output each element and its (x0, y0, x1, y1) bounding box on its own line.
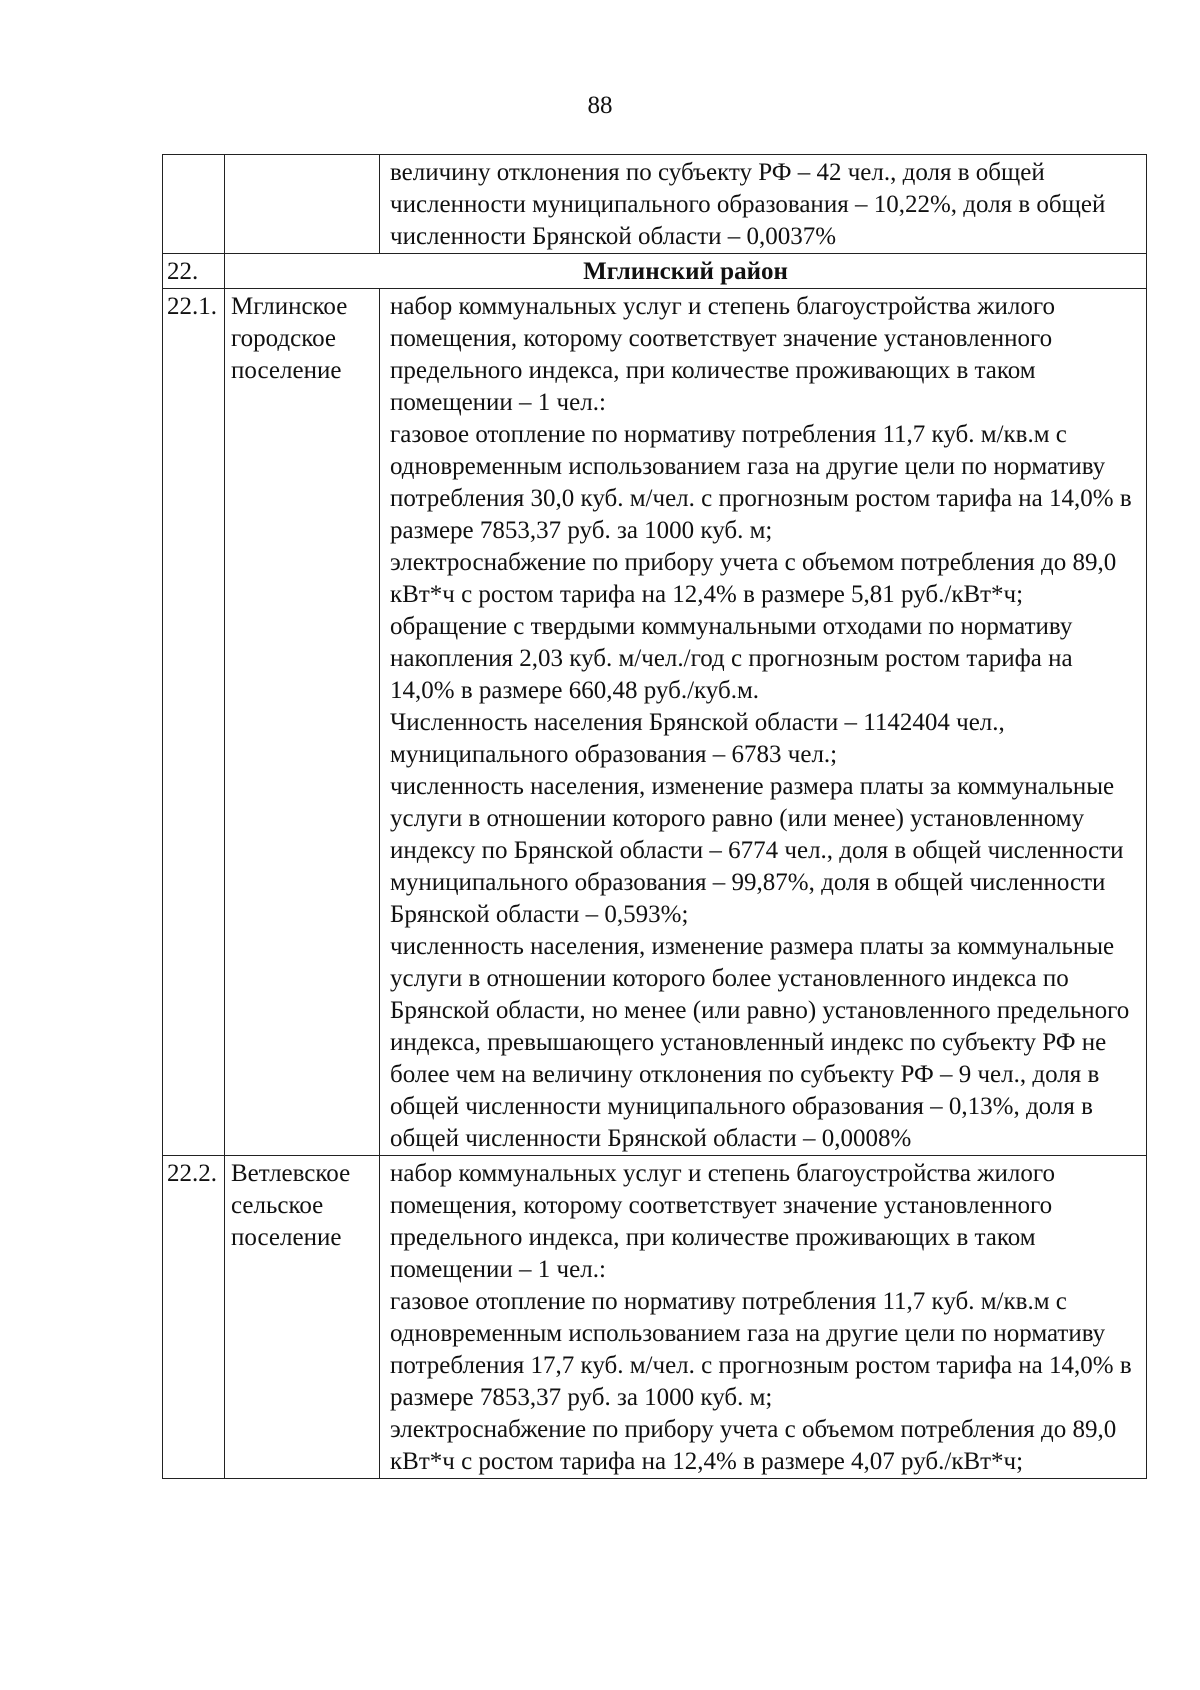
paragraph: обращение с твердыми коммунальными отходами по нормативу накопления 2,03 куб. м/чел./год с прогнозным ростом тарифа на 14,0% в размере 660,48 руб./куб.м. (390, 613, 1073, 704)
row-description (380, 289, 1147, 1156)
row-number: 22.1. (163, 289, 225, 1156)
paragraph: газовое отопление по нормативу потребления 11,7 куб. м/кв.м с одновременным использованием газа на другие цели по нормативу потребления 30,0 куб. м/чел. с прогнозным ростом тарифа на 14,0% в размере 7853,37 руб. за 1000 куб. м; (390, 421, 1132, 544)
paragraph: Численность населения Брянской области – 1142404 чел., муниципального образования – 6783 чел.; (390, 709, 1005, 768)
paragraph: набор коммунальных услуг и степень благоустройства жилого помещения, которому соответствует значение установленного предельного индекса, при количестве проживающих в таком помещении – 1 чел.: (390, 1160, 1055, 1283)
page-number: 88 (587, 92, 613, 119)
municipal-table (162, 154, 1147, 1479)
paragraph: электроснабжение по прибору учета с объемом потребления до 89,0 кВт*ч с ростом тарифа на 12,4% в размере 5,81 руб./кВт*ч; (390, 549, 1117, 608)
paragraph: газовое отопление по нормативу потребления 11,7 куб. м/кв.м с одновременным использованием газа на другие цели по нормативу потребления 17,7 куб. м/чел. с прогнозным ростом тарифа на 14,0% в размере 7853,37 руб. за 1000 куб. м; (390, 1288, 1132, 1411)
section-title: Мглинский район (225, 254, 1147, 289)
paragraph: набор коммунальных услуг и степень благоустройства жилого помещения, которому соответствует значение установленного предельного индекса, при количестве проживающих в таком помещении – 1 чел.: (390, 293, 1055, 416)
section-row (163, 254, 1147, 289)
row-description (380, 1156, 1147, 1479)
settlement-name (225, 155, 380, 254)
row-number: 22.2. (163, 1156, 225, 1479)
paragraph: численность населения, изменение размера платы за коммунальные услуги в отношении которого равно (или менее) установленному индексу по Брянской области – 6774 чел., доля в общей численности муниципального образования – 99,87%, доля в общей численности Брянской области – 0,593%; (390, 773, 1124, 928)
paragraph: численность населения, изменение размера платы за коммунальные услуги в отношении которого более установленного индекса по Брянской области, но менее (или равно) установленного предельного индекса, превышающего установленный индекс по субъекту РФ не более чем на величину отклонения по субъекту РФ – 9 чел., доля в общей численности муниципального образования – 0,13%, доля в общей численности Брянской области – 0,0008% (390, 933, 1130, 1152)
section-number: 22. (163, 254, 225, 289)
table-row (163, 1156, 1147, 1479)
settlement-name: Ветлевское сельское поселение (225, 1156, 380, 1479)
row-description: величину отклонения по субъекту РФ – 42 чел., доля в общей численности муниципального образования – 10,22%, доля в общей численности Брянской области – 0,0037% (380, 155, 1147, 254)
table-row (163, 289, 1147, 1156)
paragraph: электроснабжение по прибору учета с объемом потребления до 89,0 кВт*ч с ростом тарифа на 12,4% в размере 4,07 руб./кВт*ч; (390, 1416, 1117, 1475)
continuation-row (163, 155, 1147, 254)
row-number (163, 155, 225, 254)
settlement-name: Мглинское городское поселение (225, 289, 380, 1156)
